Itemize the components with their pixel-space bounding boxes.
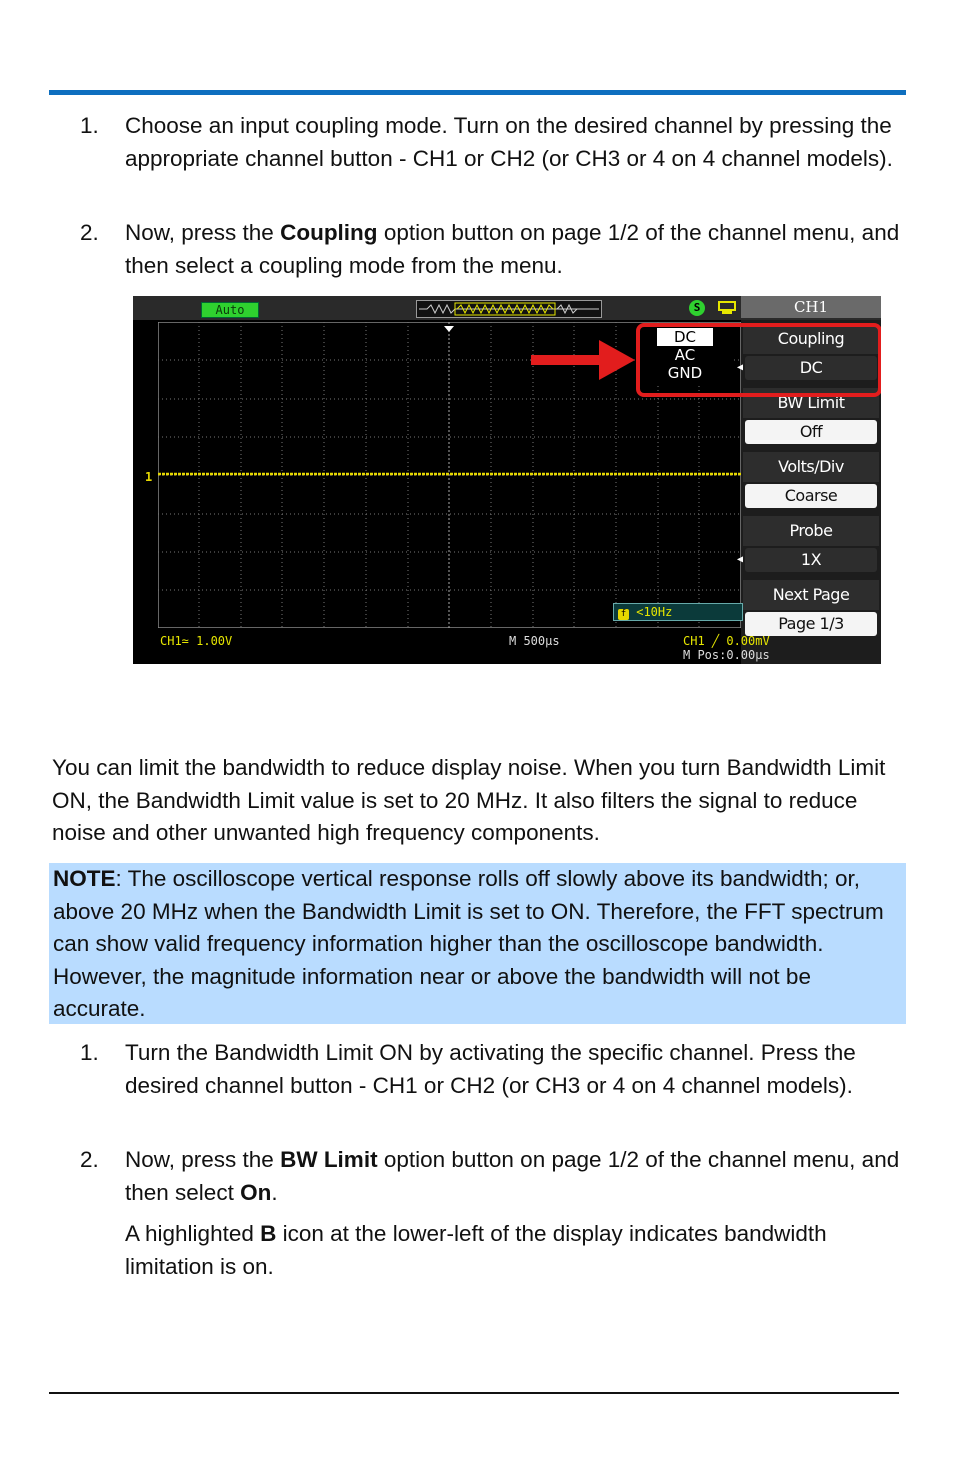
channel-1-marker: 1 xyxy=(145,470,153,484)
trigger-position-strip xyxy=(416,300,602,318)
note-box: NOTE: The oscilloscope vertical response rolls off slowly above its bandwidth; or, above 20 MHz when the Bandwidth Limit is set to ON. Therefore, the FFT spectrum can show valid frequency information higher than the oscilloscope bandwidth. However, the magnitude information near or above the bandwidth will not be accurate. xyxy=(49,863,906,1024)
m-pos: M Pos:0.00μs xyxy=(683,648,770,662)
bw-paragraph: You can limit the bandwidth to reduce display noise. When you turn Bandwidth Limit ON, the Bandwidth Limit value is set to 20 MHz. It also filters the signal to reduce noise and other unwanted high frequency components. xyxy=(52,755,886,845)
bw-followup: A highlighted B icon at the lower-left of the display indicates bandwidth limitation is on. xyxy=(125,1221,827,1279)
coupling-step-2: 2. Now, press the Coupling option button on page 1/2 of the channel menu, and then select a coupling mode from the menu. xyxy=(80,220,900,278)
footer-rule xyxy=(49,1392,899,1394)
bw-step-2: 2. Now, press the BW Limit option button on page 1/2 of the channel menu, and then select On. xyxy=(80,1147,900,1205)
bw-step-1: 1. Turn the Bandwidth Limit ON by activating the specific channel. Press the desired channel button - CH1 or CH2 (or CH3 or 4 on 4 channel models). xyxy=(80,1040,856,1098)
ch1-scale: CH1≃ 1.00V xyxy=(160,634,233,648)
caret-left-icon: ◀ xyxy=(737,554,744,565)
trigger-level: CH1 ╱ 0.00mV xyxy=(683,634,770,648)
arrow-right-icon xyxy=(531,340,635,380)
menu-next-page[interactable]: Next Page Page 1/3 xyxy=(743,580,879,640)
coupling-option-gnd[interactable]: GND xyxy=(667,364,703,382)
coupling-option-ac[interactable]: AC xyxy=(674,346,696,364)
auto-badge: Auto xyxy=(201,302,259,318)
caret-left-icon: ◀ xyxy=(737,362,744,373)
menu-bw-limit[interactable]: BW Limit Off xyxy=(743,388,879,448)
usb-icon xyxy=(717,300,737,316)
menu-coupling[interactable]: Coupling DC ◀ xyxy=(743,324,879,384)
coupling-step-1: 1. Choose an input coupling mode. Turn on the desired channel by pressing the appropriate channel button - CH1 or CH2 (or CH3 or 4 on 4 channel models). xyxy=(80,113,893,171)
menu-probe[interactable]: Probe 1X ◀ xyxy=(743,516,879,576)
timebase: M 500μs xyxy=(509,634,560,648)
coupling-option-dc[interactable]: DC xyxy=(657,328,713,346)
oscilloscope-screenshot xyxy=(133,296,881,664)
status-s-icon: S xyxy=(689,300,705,316)
frequency-readout: f <10Hz xyxy=(613,603,743,621)
highlight-box xyxy=(636,323,881,397)
menu-volts-div[interactable]: Volts/Div Coarse xyxy=(743,452,879,512)
channel-menu-title: CH1 xyxy=(741,296,881,318)
header-rule xyxy=(49,90,906,95)
